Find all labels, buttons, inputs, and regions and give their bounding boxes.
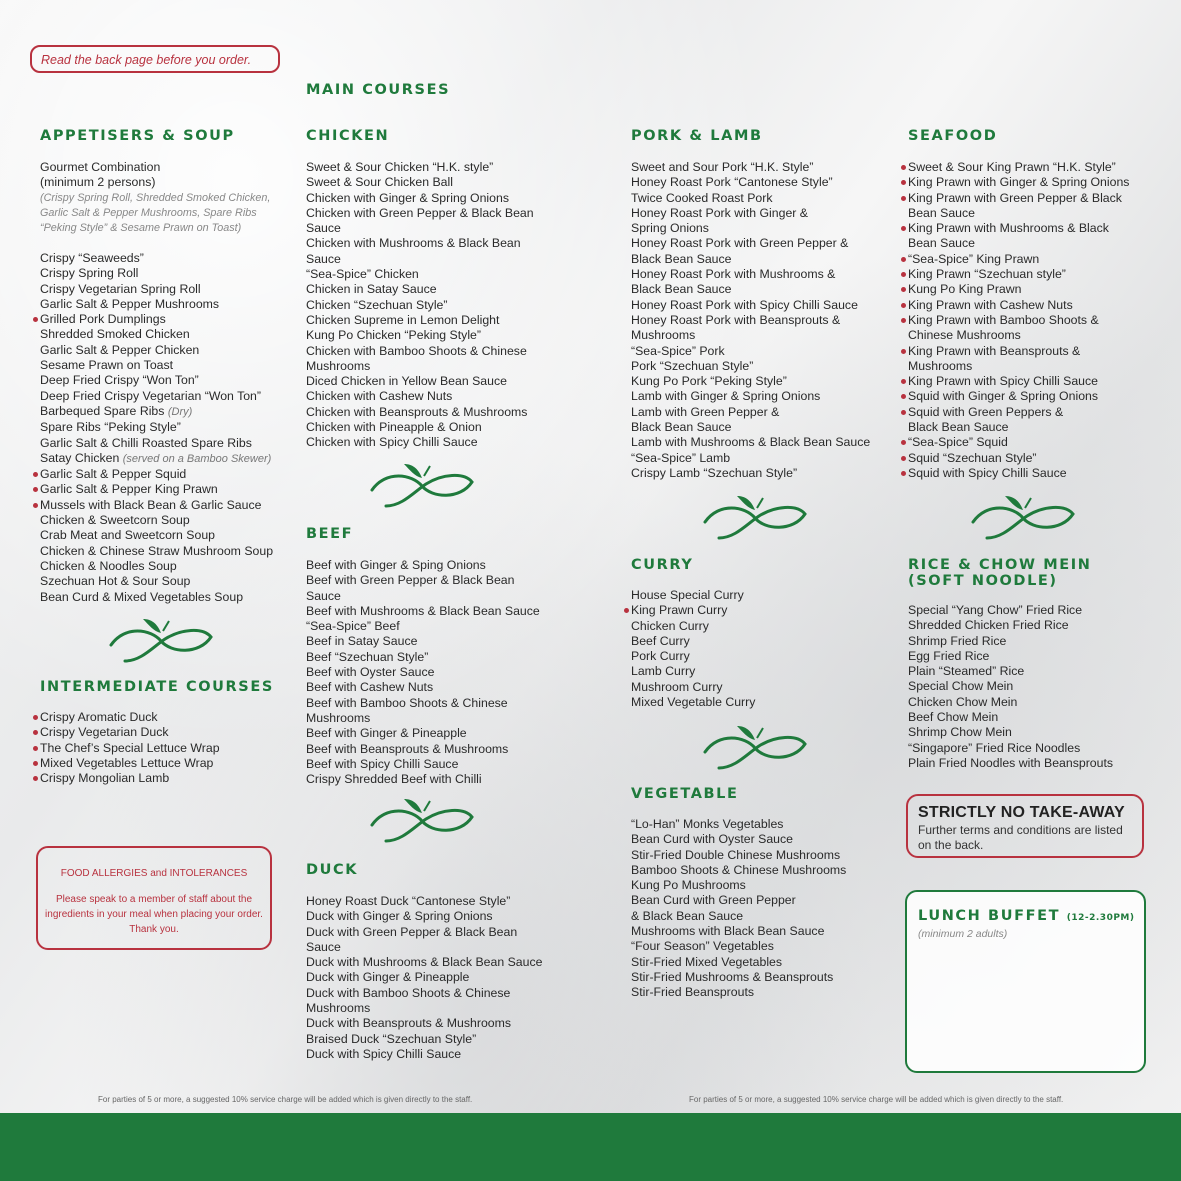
- duck-title: DUCK: [306, 862, 359, 878]
- list-item: Bean Curd with Oyster Sauce: [631, 832, 793, 847]
- list-item: King Prawn “Szechuan style”: [908, 267, 1129, 282]
- list-item: Black Bean Sauce: [631, 420, 732, 435]
- main-courses-title: MAIN COURSES: [306, 82, 451, 98]
- list-item: Beef Chow Mein: [908, 710, 999, 725]
- list-item: Honey Roast Pork with Spicy Chilli Sauce: [631, 297, 858, 312]
- list-item: Mushrooms: [631, 328, 696, 343]
- beef-list: [306, 558, 540, 787]
- list-item: Honey Roast Pork “Cantonese Style”: [631, 175, 833, 190]
- list-item: Kung Po King Prawn: [908, 282, 1129, 297]
- list-item: Mushroom Curry: [631, 679, 723, 694]
- list-item: Stir-Fried Double Chinese Mushrooms: [631, 847, 841, 862]
- list-item: “Sea-Spice” Lamb: [631, 450, 731, 465]
- pork-lamb-list: [631, 160, 870, 481]
- list-item: Deep Fried Crispy Vegetarian “Won Ton”: [40, 388, 261, 403]
- lunch-buffet-box: [905, 890, 1146, 1073]
- list-item: Special “Yang Chow” Fried Rice: [908, 603, 1083, 617]
- combo-description: [40, 191, 270, 237]
- combo-description-line: Garlic Salt & Pepper Mushrooms, Spare Ribs: [40, 206, 257, 219]
- list-item: Kung Po Pork “Peking Style”: [631, 374, 787, 389]
- list-item: Black Bean Sauce: [631, 282, 732, 297]
- list-item: Crispy Shredded Beef with Chilli: [306, 772, 482, 787]
- list-item: Duck with Green Pepper & Black Bean: [306, 924, 518, 939]
- allergy-line: Please speak to a member of staff about the: [55, 894, 253, 905]
- list-item: Pork Curry: [631, 649, 690, 664]
- list-item: Lamb with Ginger & Spring Onions: [631, 389, 821, 404]
- list-item: King Prawn with Spicy Chilli Sauce: [908, 374, 1129, 389]
- allergy-notice: [36, 846, 272, 950]
- rice-chow-mein-title: RICE & CHOW MEIN (SOFT NOODLE): [908, 557, 1092, 589]
- list-item: Twice Cooked Roast Pork: [631, 190, 773, 205]
- list-item: Chicken Curry: [631, 618, 709, 633]
- list-item: Szechuan Hot & Sour Soup: [40, 574, 191, 589]
- list-item: Beef with Green Pepper & Black Bean: [306, 573, 515, 588]
- list-item: Shredded Chicken Fried Rice: [908, 618, 1069, 633]
- list-item: Crispy Spring Roll: [40, 266, 139, 281]
- list-item: Squid with Spicy Chilli Sauce: [908, 466, 1129, 481]
- list-item: Mixed Vegetables Lettuce Wrap: [40, 756, 220, 771]
- list-item: Black Bean Sauce: [908, 420, 1009, 435]
- ornament-icon: [969, 492, 1077, 542]
- list-item: “Sea-Spice” Squid: [908, 435, 1129, 450]
- list-item: Chicken with Green Pepper & Black Bean: [306, 205, 534, 220]
- list-item: Egg Fried Rice: [908, 648, 990, 663]
- list-item: Plain “Steamed” Rice: [908, 664, 1025, 679]
- list-item: Duck with Spicy Chilli Sauce: [306, 1046, 462, 1061]
- list-item: Gourmet Combination: [40, 160, 161, 174]
- list-item: Chicken Supreme in Lemon Delight: [306, 312, 500, 327]
- list-item: Bean Curd with Green Pepper: [631, 893, 796, 908]
- list-item: Beef Curry: [631, 633, 690, 648]
- list-item: House Special Curry: [631, 588, 744, 602]
- combo-description-line: “Peking Style” & Sesame Prawn on Toast): [40, 222, 242, 235]
- list-item: Beef “Szechuan Style”: [306, 649, 429, 664]
- list-item: (minimum 2 persons): [40, 175, 156, 190]
- list-item: “Sea-Spice” Chicken: [306, 267, 419, 282]
- takeaway-line: on the back.: [918, 838, 984, 852]
- list-item: Garlic Salt & Pepper Mushrooms: [40, 296, 220, 311]
- list-item: Shrimp Fried Rice: [908, 633, 1007, 648]
- lunch-buffet-title: LUNCH BUFFET (12-2.30PM): [918, 908, 1135, 924]
- list-item: Mushrooms: [908, 358, 973, 373]
- list-item: Grilled Pork Dumplings: [40, 312, 273, 327]
- list-item: Satay Chicken (served on a Bamboo Skewer): [40, 450, 272, 465]
- list-item: King Prawn with Green Pepper & Black: [908, 191, 1129, 206]
- list-item: Chinese Mushrooms: [908, 328, 1021, 343]
- list-item: Special Chow Mein: [908, 679, 1014, 694]
- list-item: Lamb Curry: [631, 664, 696, 679]
- list-item: Chicken Chow Mein: [908, 694, 1018, 709]
- duck-list: [306, 894, 542, 1062]
- list-item: Garlic Salt & Chilli Roasted Spare Ribs: [40, 435, 252, 450]
- list-item: “Sea-Spice” Beef: [306, 619, 400, 634]
- list-item: Squid “Szechuan Style”: [908, 451, 1129, 466]
- list-item: Chicken & Sweetcorn Soup: [40, 513, 190, 528]
- list-item: Squid with Green Peppers &: [908, 405, 1129, 420]
- list-item: King Prawn with Bamboo Shoots &: [908, 313, 1129, 328]
- pork-lamb-title: PORK & LAMB: [631, 128, 763, 144]
- list-item: Kung Po Mushrooms: [631, 878, 746, 893]
- list-item: Chicken with Ginger & Spring Onions: [306, 190, 509, 205]
- list-item: Beef with Beansprouts & Mushrooms: [306, 741, 509, 756]
- list-item: Garlic Salt & Pepper Squid: [40, 467, 273, 482]
- combo-description-line: (Crispy Spring Roll, Shredded Smoked Chicken,: [40, 191, 271, 204]
- appetisers-list: [40, 251, 273, 605]
- list-item: Lamb with Mushrooms & Black Bean Sauce: [631, 435, 871, 450]
- list-item: Bamboo Shoots & Chinese Mushrooms: [631, 862, 847, 877]
- service-charge-note: For parties of 5 or more, a suggested 10% service charge will be added which is given directly to the staff.: [98, 1095, 473, 1104]
- appetisers-title: APPETISERS & SOUP: [40, 128, 235, 144]
- list-item: Beef with Cashew Nuts: [306, 680, 434, 695]
- list-item: Beef with Oyster Sauce: [306, 665, 435, 680]
- list-item: Lamb with Green Pepper &: [631, 404, 780, 419]
- list-item: Duck with Ginger & Spring Onions: [306, 909, 493, 924]
- list-item: Chicken with Beansprouts & Mushrooms: [306, 404, 528, 419]
- lunch-buffet-minimum: (minimum 2 adults): [918, 928, 1008, 940]
- allergy-title: FOOD ALLERGIES and INTOLERANCES: [60, 868, 248, 879]
- seafood-title: SEAFOOD: [908, 128, 998, 144]
- intermediate-title: INTERMEDIATE COURSES: [40, 679, 274, 695]
- list-item: Stir-Fried Beansprouts: [631, 985, 755, 1000]
- list-item: Mushrooms: [306, 1001, 371, 1016]
- takeaway-line: Further terms and conditions are listed: [918, 823, 1123, 837]
- chicken-list: [306, 160, 534, 451]
- list-item: Mushrooms with Black Bean Sauce: [631, 924, 825, 939]
- list-item: Beef with Spicy Chilli Sauce: [306, 756, 459, 771]
- list-item: Sauce: [306, 251, 341, 266]
- list-item: Crispy Lamb “Szechuan Style”: [631, 465, 798, 480]
- list-item: “Sea-Spice” Pork: [631, 343, 725, 358]
- intermediate-list: [40, 710, 220, 786]
- list-item: Black Bean Sauce: [631, 251, 732, 266]
- gourmet-combination: [40, 160, 270, 236]
- list-item: King Prawn with Mushrooms & Black: [908, 221, 1129, 236]
- ornament-icon: [368, 460, 476, 510]
- list-item: Honey Roast Pork with Beansprouts &: [631, 312, 841, 327]
- list-item: Honey Roast Pork with Mushrooms &: [631, 267, 836, 282]
- list-item: Sweet & Sour King Prawn “H.K. Style”: [908, 160, 1129, 175]
- list-item: Beef with Ginger & Pineapple: [306, 726, 467, 741]
- list-item: Garlic Salt & Pepper Chicken: [40, 342, 200, 357]
- list-item: Deep Fried Crispy “Won Ton”: [40, 373, 199, 388]
- list-item: Crispy Aromatic Duck: [40, 710, 220, 725]
- takeaway-title: STRICTLY NO TAKE-AWAY: [918, 804, 1125, 821]
- list-item: Sesame Prawn on Toast: [40, 358, 174, 373]
- list-item: “Singapore” Fried Rice Noodles: [908, 740, 1081, 755]
- chicken-title: CHICKEN: [306, 128, 390, 144]
- order-notice: Read the back page before you order.: [30, 45, 280, 73]
- curry-title: CURRY: [631, 557, 694, 573]
- list-item: Bean Curd & Mixed Vegetables Soup: [40, 589, 244, 604]
- list-item: Crispy Vegetarian Duck: [40, 725, 220, 740]
- list-item: Chicken & Noodles Soup: [40, 558, 177, 573]
- allergy-line: ingredients in your meal when placing your order.: [45, 909, 263, 920]
- list-item: Duck with Ginger & Pineapple: [306, 970, 470, 985]
- list-item: & Black Bean Sauce: [631, 908, 744, 923]
- list-item: Chicken “Szechuan Style”: [306, 297, 448, 312]
- list-item: Crispy Vegetarian Spring Roll: [40, 281, 201, 296]
- list-item: Mushrooms: [306, 358, 371, 373]
- rice-list: [908, 603, 1113, 771]
- list-item: Beef in Satay Sauce: [306, 634, 418, 649]
- list-item: “Lo-Han” Monks Vegetables: [631, 817, 784, 831]
- list-item: Chicken with Pineapple & Onion: [306, 420, 482, 435]
- list-item: Duck with Bamboo Shoots & Chinese: [306, 985, 511, 1000]
- list-item: Spare Ribs “Peking Style”: [40, 420, 181, 435]
- list-item: “Sea-Spice” King Prawn: [908, 252, 1129, 267]
- list-item: King Prawn with Beansprouts &: [908, 344, 1129, 359]
- list-item: Crispy Mongolian Lamb: [40, 771, 220, 786]
- list-item: Braised Duck “Szechuan Style”: [306, 1031, 477, 1046]
- list-item: “Four Season” Vegetables: [631, 939, 774, 954]
- list-item: Sauce: [306, 588, 341, 603]
- vegetable-list: [631, 817, 846, 1001]
- list-item: Duck with Mushrooms & Black Bean Sauce: [306, 955, 543, 970]
- list-item: The Chef’s Special Lettuce Wrap: [40, 740, 220, 755]
- list-item: Honey Roast Pork with Ginger &: [631, 205, 809, 220]
- no-takeaway-notice: [906, 794, 1144, 858]
- list-item: Bean Sauce: [908, 205, 976, 220]
- beef-title: BEEF: [306, 526, 354, 542]
- curry-list: [631, 588, 755, 710]
- list-item: Garlic Salt & Pepper King Prawn: [40, 482, 273, 497]
- list-item: Mixed Vegetable Curry: [631, 695, 756, 710]
- list-item: Kung Po Chicken “Peking Style”: [306, 328, 481, 343]
- list-item: Stir-Fried Mixed Vegetables: [631, 954, 783, 969]
- list-item: Crab Meat and Sweetcorn Soup: [40, 528, 215, 543]
- list-item: Sweet & Sour Chicken “H.K. style”: [306, 160, 494, 174]
- list-item: Chicken with Mushrooms & Black Bean: [306, 236, 521, 251]
- list-item: Beef with Mushrooms & Black Bean Sauce: [306, 603, 540, 618]
- list-item: Bean Sauce: [908, 236, 976, 251]
- list-item: Honey Roast Pork with Green Pepper &: [631, 236, 849, 251]
- list-item: Sauce: [306, 221, 341, 236]
- seafood-list: [908, 160, 1129, 481]
- list-item: Stir-Fried Mushrooms & Beansprouts: [631, 969, 834, 984]
- list-item: Chicken with Bamboo Shoots & Chinese: [306, 343, 527, 358]
- ornament-icon: [368, 795, 476, 845]
- list-item: Sweet and Sour Pork “H.K. Style”: [631, 160, 814, 174]
- bottom-bar: [0, 1113, 1181, 1181]
- list-item: Chicken & Chinese Straw Mushroom Soup: [40, 543, 274, 558]
- list-item: Shrimp Chow Mein: [908, 725, 1012, 740]
- list-item: Spring Onions: [631, 221, 709, 236]
- list-item: Barbequed Spare Ribs (Dry): [40, 403, 193, 418]
- list-item: Diced Chicken in Yellow Bean Sauce: [306, 374, 507, 389]
- service-charge-note: For parties of 5 or more, a suggested 10% service charge will be added which is given directly to the staff.: [689, 1095, 1064, 1104]
- list-item: Honey Roast Duck “Cantonese Style”: [306, 894, 511, 908]
- list-item: Mushrooms: [306, 710, 371, 725]
- list-item: Beef with Bamboo Shoots & Chinese: [306, 695, 508, 710]
- list-item: Sweet & Sour Chicken Ball: [306, 175, 453, 190]
- list-item: King Prawn with Ginger & Spring Onions: [908, 175, 1130, 190]
- list-item: Plain Fried Noodles with Beansprouts: [908, 755, 1114, 770]
- list-item: Chicken with Cashew Nuts: [306, 389, 453, 404]
- list-item: King Prawn Curry: [631, 603, 755, 618]
- list-item: King Prawn with Cashew Nuts: [908, 298, 1129, 313]
- list-item: Chicken in Satay Sauce: [306, 282, 437, 297]
- ornament-icon: [701, 722, 809, 772]
- list-item: Crispy “Seaweeds”: [40, 251, 144, 265]
- list-item: Squid with Ginger & Spring Onions: [908, 389, 1129, 404]
- list-item: Duck with Beansprouts & Mushrooms: [306, 1016, 512, 1031]
- ornament-icon: [701, 492, 809, 542]
- ornament-icon: [107, 615, 215, 665]
- list-item: Beef with Ginger & Sping Onions: [306, 558, 486, 572]
- list-item: Mussels with Black Bean & Garlic Sauce: [40, 498, 273, 513]
- list-item: Shredded Smoked Chicken: [40, 327, 190, 342]
- list-item: Sauce: [306, 939, 341, 954]
- list-item: Chicken with Spicy Chilli Sauce: [306, 435, 478, 450]
- allergy-line: Thank you.: [129, 924, 179, 935]
- vegetable-title: VEGETABLE: [631, 786, 739, 802]
- list-item: Pork “Szechuan Style”: [631, 358, 754, 373]
